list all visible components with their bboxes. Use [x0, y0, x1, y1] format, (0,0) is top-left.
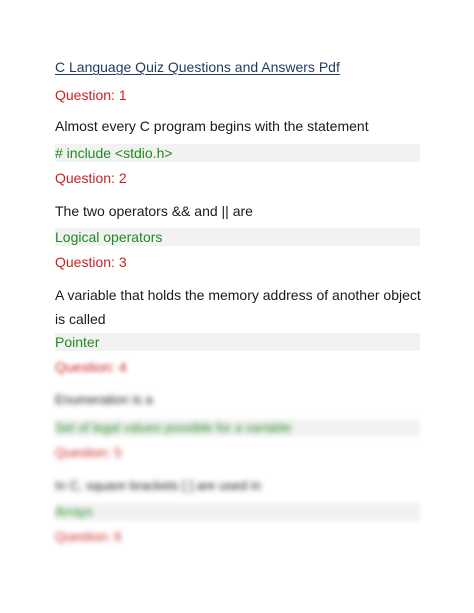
answer-3-highlight: [55, 333, 420, 351]
answer-4: Set of legal values possible for a variable: [55, 420, 292, 435]
document-title-link[interactable]: C Language Quiz Questions and Answers Pdf: [55, 59, 340, 75]
question-5-label: Question: 5: [55, 445, 122, 460]
answer-5-highlight: [55, 503, 420, 521]
question-4-label: Question: 4: [55, 359, 127, 375]
answer-5: Arrays: [55, 504, 93, 519]
question-1-label: Question: 1: [55, 87, 127, 103]
question-6-label: Question: 6: [55, 529, 122, 544]
question-2-label: Question: 2: [55, 170, 127, 186]
question-3-label: Question: 3: [55, 254, 127, 270]
question-4-prompt: Enumeration is a: [55, 392, 153, 407]
answer-1: # include <stdio.h>: [55, 145, 173, 161]
question-5-prompt: In C, square brackets [ ] are used in: [55, 478, 261, 493]
question-1-prompt: Almost every C program begins with the statement: [55, 118, 369, 134]
question-2-prompt: The two operators && and || are: [55, 203, 253, 219]
question-3-prompt: A variable that holds the memory address of another object is called: [55, 287, 421, 327]
answer-3: Pointer: [55, 334, 100, 350]
answer-2: Logical operators: [55, 229, 163, 245]
